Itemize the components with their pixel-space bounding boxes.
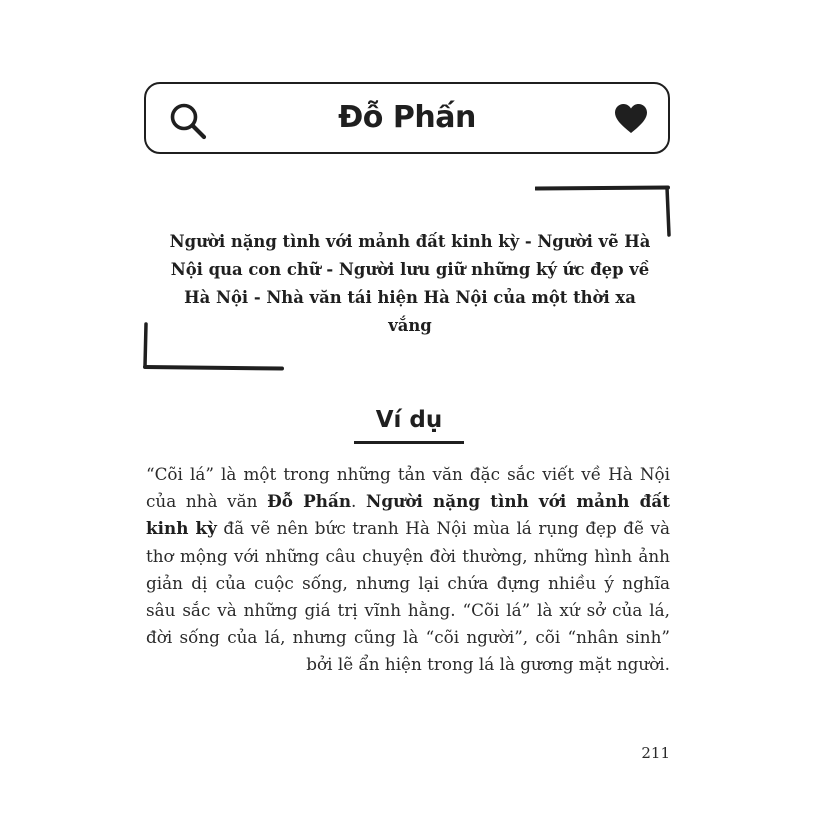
body-text-segment: đã vẽ nên bức tranh Hà Nội mùa lá rụng đẹp đẽ và thơ mộng với những câu chuyện đời thường, những hình ảnh giản dị của cuộc sống, nhưng lại chứa đựng nhiều ý nghĩa sâu sắc và những giá trị vĩnh hằng. “Cõi lá” là xứ sở của lá, đời sống của lá, nhưng cũng là “cõi người”, cõi “nhân sinh” bởi lẽ ẩn hiện trong lá là gương mặt người. (146, 518, 671, 675)
heart-icon (614, 103, 648, 135)
author-name-bold: Đỗ Phấn (267, 491, 352, 512)
body-text-segment: . (351, 491, 367, 512)
epithet-bold: Người nặng tình với mảnh đất kinh kỳ (146, 491, 670, 539)
author-epithets: Người nặng tình với mảnh đất kinh kỳ - Người vẽ Hà Nội qua con chữ - Người lưu giữ những ký ức đẹp về Hà Nội - Nhà văn tái hiện Hà Nội của một thời xa vắng (169, 232, 651, 335)
example-paragraph (146, 461, 670, 679)
section-underline (354, 441, 464, 444)
page-number: 211 (641, 744, 670, 762)
body-text-segment: “Cõi lá” là một trong những tản văn đặc sắc viết về Hà Nội của nhà văn (146, 464, 670, 512)
title-search-bar (144, 82, 670, 154)
section-heading: Ví dụ (375, 407, 443, 433)
page-title: Đỗ Phấn (338, 100, 476, 135)
corner-bracket-bottom-left (142, 322, 286, 374)
